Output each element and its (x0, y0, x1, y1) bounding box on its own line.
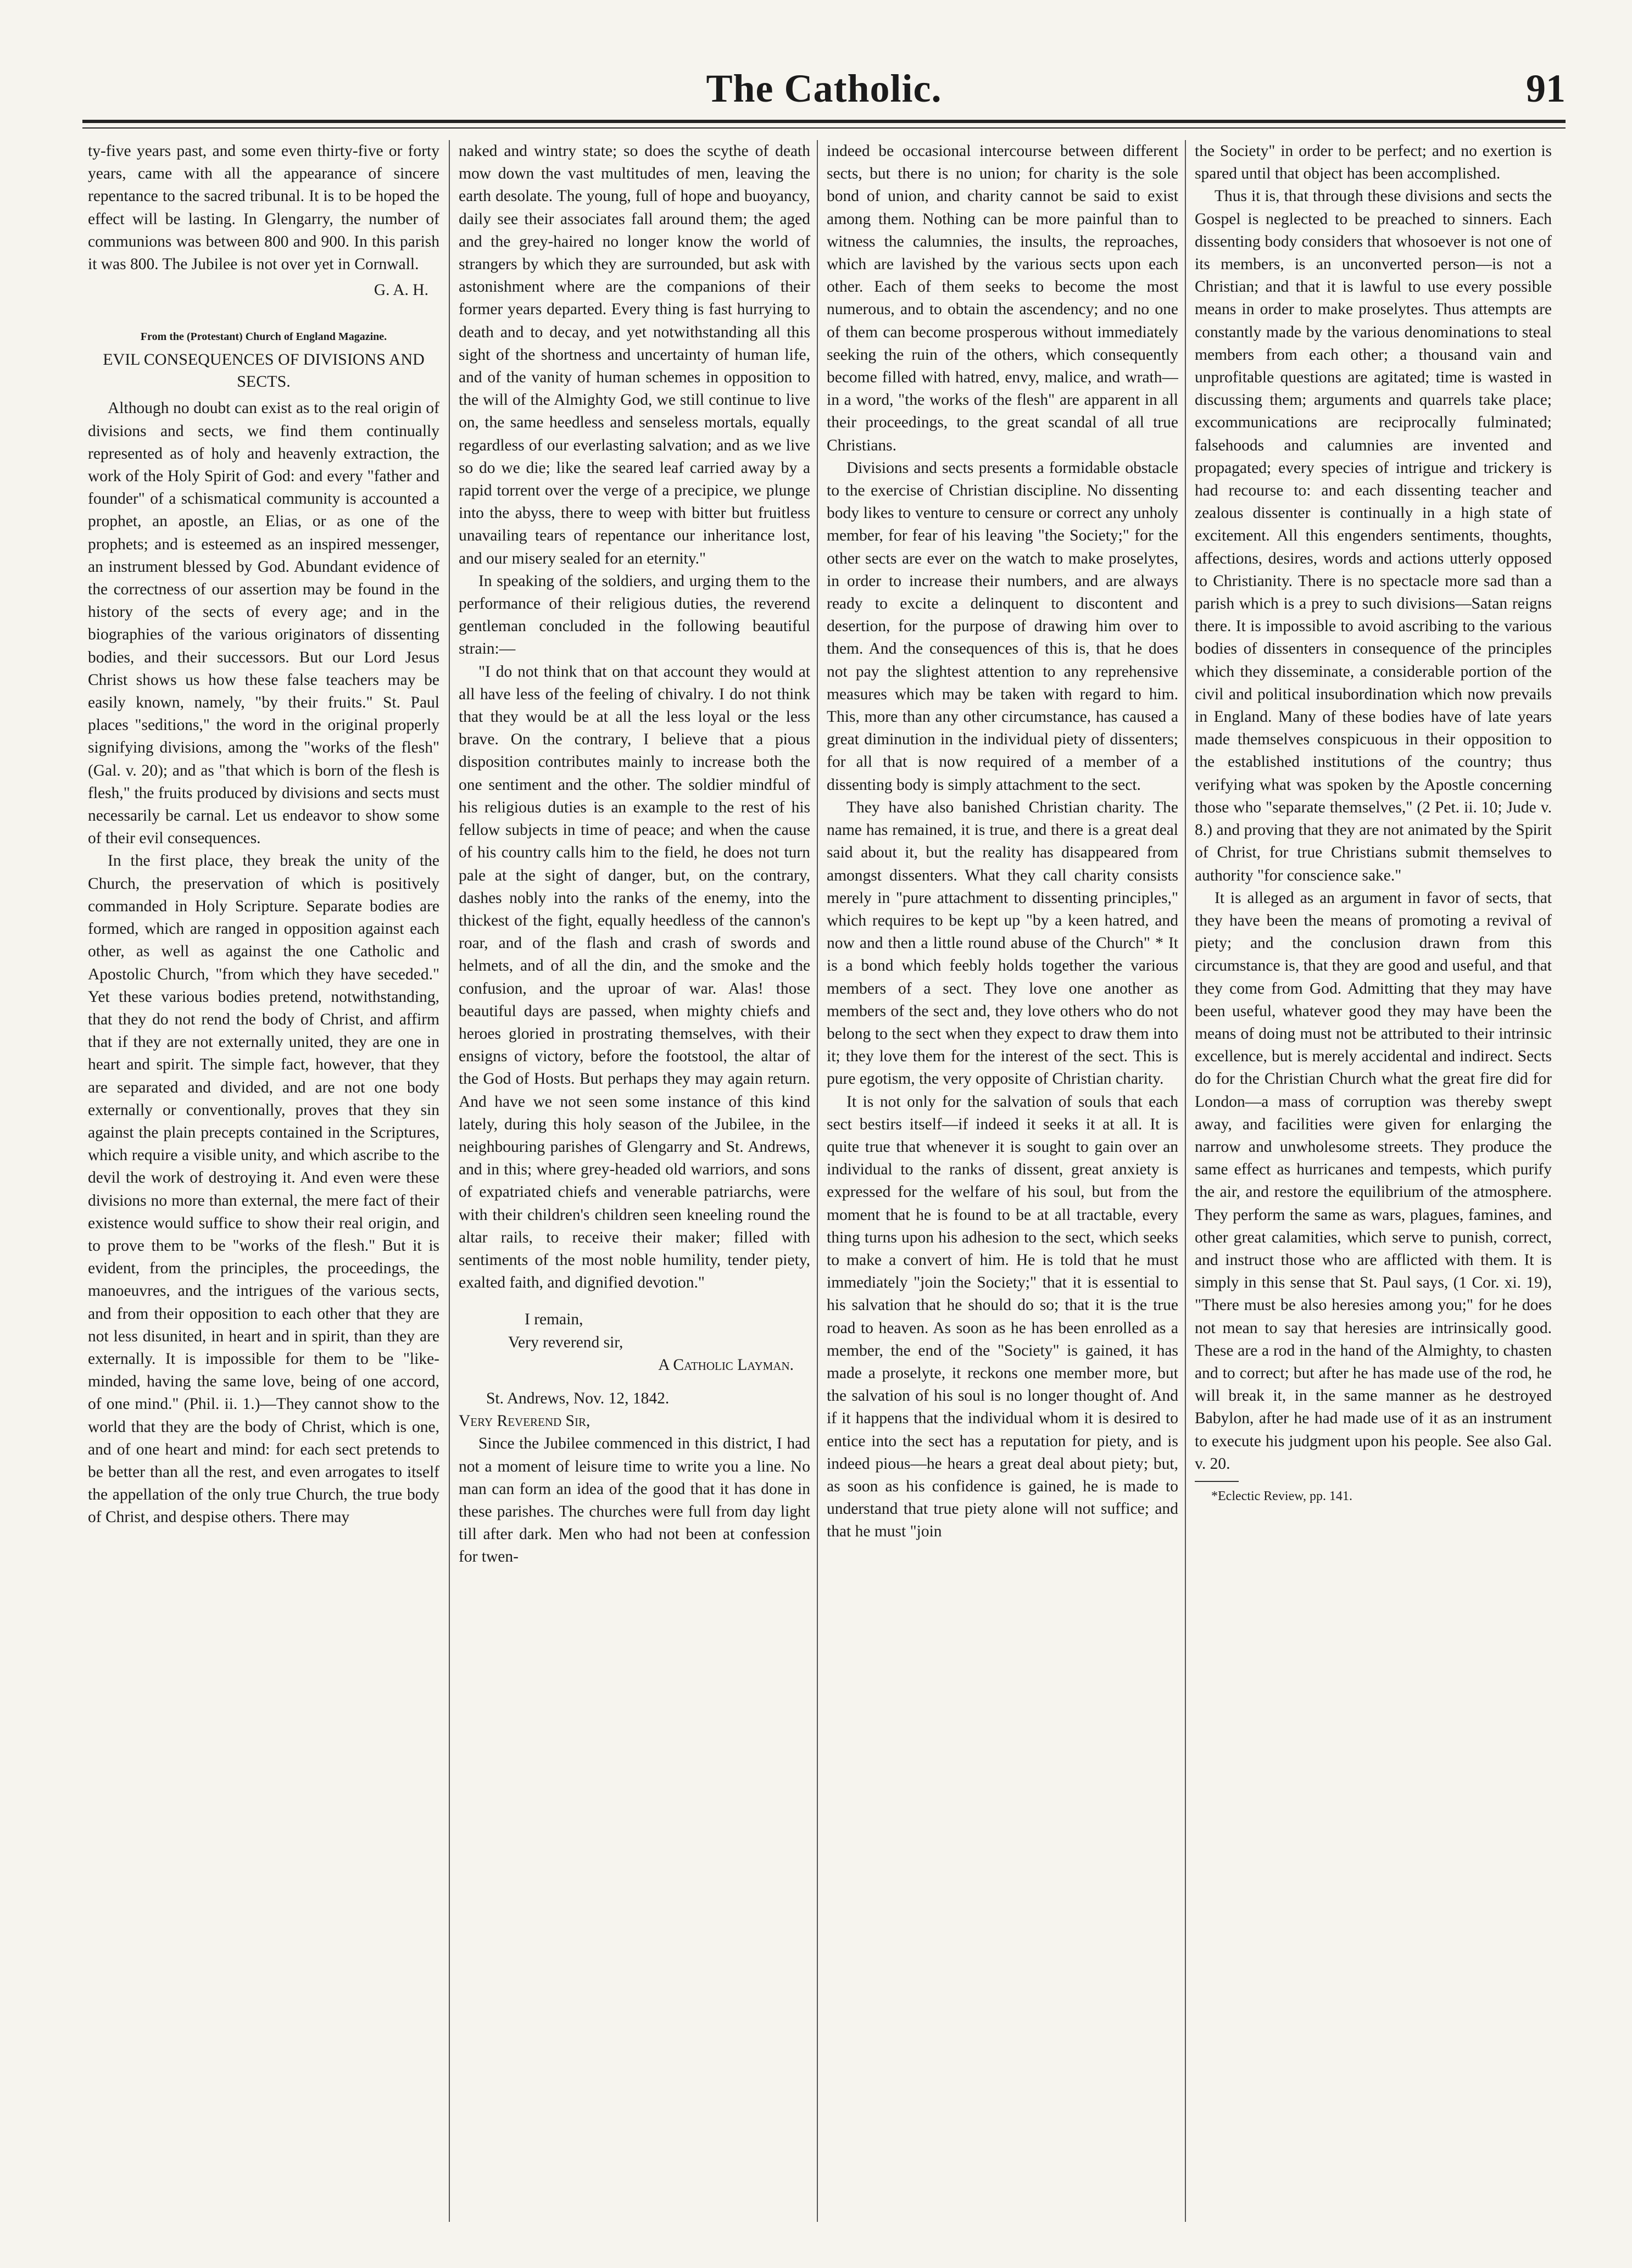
article-paragraph: naked and wintry state; so does the scythe of death mow down the vast multitudes of men, leaving the earth desolate. The young, full of hope and buoyancy, daily see their associates fall around them; the aged and the grey-haired no longer know the world of strangers by which they are surrounded, but ask with astonishment where are the companions of their former years departed. Every thing is fast hurrying to death and to decay, and yet notwithstanding all this sight of the shortness and uncertainty of human life, and of the vanity of human schemes in opposition to the will of the Almighty God, we still continue to live on, the same heedless and senseless mortals, equally regardless of our everlasting salvation; and as we live so do we die; like the seared leaf carried away by a rapid torrent over the verge of a precipice, we plunge into the abyss, there to weep with bitter but fruitless unavailing tears of repentance our inheritance lost, and our misery sealed for an eternity." (459, 142, 810, 567)
article-signature: G. A. H. (374, 281, 428, 299)
article-paragraph: Divisions and sects presents a formidable obstacle to the exercise of Christian discipline. No dissenting body likes to venture to censure or correct any unholy member, for fear of his leaving "the Society;" for the other sects are ever on the watch to make proselytes, in order to increase their numbers, and are always ready to excite a delinquent to discontent and desertion, for the purpose of drawing him over to them. And the consequences of this is, that he does not pay the slightest attention to any reprehensive measures which may be taken with regard to him. This, more than any other circumstance, has caused a great diminution in the individual piety of dissenters; for all that is now required of a member of a dissenting body is simply attachment to the sect. (827, 459, 1178, 794)
letter-signature: A Catholic Layman. (658, 1356, 794, 1374)
letter-salutation: Very Reverend Sir, (459, 1412, 591, 1430)
page-title: The Catholic. (706, 66, 942, 110)
letter-closing: Very reverend sir, (508, 1333, 623, 1351)
page-number: 91 (1526, 66, 1566, 110)
article-paragraph: It is not only for the salvation of souls that each sect bestirs itself—if indeed it seeks it at all. It is quite true that whenever it is sought to gain over an individual to the ranks of dissent, great anxiety is expressed for the welfare of his soul, but from the moment that he is found to be at all tractable, every thing turns upon his adhesion to the sect, which seeks to make a convert of him. He is told that he must immediately "join the Society;" that it is essential to his salvation that he should do so; that it is the true road to heaven. As soon as he has been enrolled as a member, the end of the "Society" is gained, it has made a proselyte, it reckons one member more, but the salvation of his soul is no longer thought of. And if it happens that the individual whom it is desired to entice into the sect has a reputation for piety, and is indeed pious—he hears a great deal about piety; but, as soon as his confidence is gained, he is made to understand that true piety alone will not suffice; and that he must "join (827, 1093, 1178, 1541)
article-paragraph: ty-five years past, and some even thirty-five or forty years, came with all the appearance of sincere repentance to the sacred tribunal. It is to be hoped the effect will be lasting. In Glengarry, the number of communions was between 800 and 900. In this parish it was 800. The Jubilee is not over yet in Cornwall. (88, 142, 439, 274)
header-rule-thick (82, 120, 1566, 123)
column-1 (88, 140, 439, 2233)
article-paragraph: It is alleged as an argument in favor of sects, that they have been the means of promoting a revival of piety; and the conclusion drawn from this circumstance is, that they are good and useful, and that they come from God. Admitting that they may have been useful, whatever good they may have been the means of doing must not be attributed to their intrinsic excellence, but is merely accidental and indirect. Sects do for the Christian Church what the great fire did for London—a mass of corruption was thereby swept away, and facilities were given for enlarging the narrow and unwholesome streets. They produce the same effect as hurricanes and tempests, which purify the air, and restore the equilibrium of the atmosphere. They perform the same as wars, plagues, famines, and other great calamities, which serve to punish, correct, and instruct those who are afflicted with them. It is simply in this sense that St. Paul says, (1 Cor. xi. 19), "There must be also heresies among you;" for he does not mean to say that heresies are intrinsically good. These are a rod in the hand of the Almighty, to chasten and to correct; but after he has made use of the rod, he will break it, in the same manner as he destroyed Babylon, after he had made use of it as an instrument to execute his judgment upon his people. See also Gal. v. 20. (1195, 889, 1552, 1473)
letter-date: St. Andrews, Nov. 12, 1842. (486, 1389, 670, 1407)
article-source-line: From the (Protestant) Church of England Magazine. (140, 331, 387, 343)
column-2 (459, 140, 810, 2233)
article-heading: EVIL CONSEQUENCES OF DIVISIONS AND SECTS. (103, 350, 425, 391)
column-divider (449, 140, 450, 2222)
article-paragraph: In the first place, they break the unity of the Church, the preservation of which is positively commanded in Holy Scripture. Separate bodies are formed, which are ranged in opposition against each other, as well as against the one Catholic and Apostolic Church, "from which they have seceded." Yet these various bodies pretend, notwithstanding, that they do not rend the body of Christ, and affirm that if they are not externally united, they are one in heart and spirit. The simple fact, however, that they are separated and divided, and are not one body externally or conventionally, proves that they sin against the plain precepts contained in the Scriptures, which require a visible unity, and which ascribe to the devil the work of destroying it. And even were these divisions no more than external, the mere fact of their existence would suffice to show their real origin, and to prove them to be "works of the flesh." But it is evident, from the principles, the proceedings, the manoeuvres, and the intrigues of the various sects, and from their opposition to each other that they are not less disunited, in heart and in spirit, than they are externally. It is impossible for them to be "like-minded, having the same love, being of one accord, of one mind." (Phil. ii. 1.)—They cannot show to the world that they are the body of Christ, which is one, and of one heart and mind: for each sect pretends to be better than all the rest, and even arrogates to itself the appellation of the only true Church, the true body of Christ, and despise others. There may (88, 852, 439, 1526)
letter-closing: I remain, (525, 1311, 583, 1329)
page-header (82, 66, 1566, 126)
article-paragraph: Thus it is, that through these divisions and sects the Gospel is neglected to be preached to sinners. Each dissenting body considers that whosoever is not one of its members, is an unconverted person—is not a Christian; and that it is lawful to use every possible means in order to make proselytes. Thus attempts are constantly made by the various denominations to steal members from each other; a thousand vain and unprofitable questions are agitated; time is wasted in discussing them; arguments and quarrels take place; excommunications are reciprocally fulminated; falsehoods and calumnies are invented and propagated; every species of intrigue and trickery is had recourse to: and each dissenting teacher and zealous dissenter is continually in a high state of excitement. All this engenders sentiments, thoughts, affections, desires, words and actions utterly opposed to Christianity. There is no spectacle more sad than a parish which is a prey to such divisions—Satan reigns there. It is impossible to avoid ascribing to the various bodies of dissenters in consequence of the principles which they disseminate, a considerable portion of the civil and political insubordination which now prevails in England. Many of these bodies have of late years made themselves conspicuous in their opposition to the established institutions of the country; thus verifying what was spoken by the Apostle concerning those who "separate themselves," (2 Pet. ii. 10; Jude v. 8.) and proving that they are not animated by the Spirit of Christ, for true Christians submit themselves to authority "for conscience sake." (1195, 187, 1552, 884)
article-paragraph: They have also banished Christian charity. The name has remained, it is true, and there is a great deal said about it, but the reality has disappeared from amongst dissenters. What they call charity consists merely in "pure attachment to dissenting principles," which requires to be kept up "by a keen hatred, and now and then a little round abuse of the Church" * It is a bond which feebly holds together the various members of a sect. They love one another as members of the sect and, they love others who do not belong to the sect when they expect to draw them into it; they love them for the interest of the sect. This is pure egotism, the very opposite of Christian charity. (827, 798, 1178, 1088)
article-paragraph: the Society" in order to be perfect; and no exertion is spared until that object has been accomplished. (1195, 142, 1552, 183)
footnote-rule (1195, 1481, 1239, 1482)
column-4 (1195, 140, 1552, 2233)
article-paragraph: Since the Jubilee commenced in this district, I had not a moment of leisure time to write you a line. No man can form an idea of the good that it has done in these parishes. The churches were full from day light till after dark. Men who had not been at confession for twen- (459, 1435, 810, 1566)
column-divider (1185, 140, 1186, 2222)
footnote: *Eclectic Review, pp. 141. (1211, 1489, 1353, 1503)
article-paragraph: "I do not think that on that account they would at all have less of the feeling of chivalry. I do not think that they would be at all the less loyal or the less brave. On the contrary, I believe that a pious disposition contributes mainly to increase both the one sentiment and the other. The soldier mindful of his religious duties is an example to the rest of his fellow subjects in time of peace; and when the cause of his country calls him to the field, he does not turn pale at the sight of danger, but, on the contrary, dashes nobly into the ranks of the enemy, into the thickest of the fight, equally heedless of the cannon's roar, and of the flash and crash of swords and helmets, and of all the din, and the smoke and the confusion, and the uproar of war. Alas! those beautiful days are passed, when mighty chiefs and heroes gloried in prostrating themselves, with their ensigns of victory, before the footstool, the altar of the God of Hosts. But perhaps they may again return. And have we not seen some instance of this kind lately, during this holy season of the Jubilee, in the neighbouring parishes of Glengarry and St. Andrews, and in this; where grey-headed old warriors, and sons of expatriated chiefs and venerable patriarchs, were with their children's children seen kneeling round the altar rails, to receive their maker; filled with sentiments of the most noble humility, tender piety, exalted faith, and dignified devotion." (459, 662, 810, 1292)
article-paragraph: In speaking of the soldiers, and urging them to the performance of their religious duties, the reverend gentleman concluded in the following beautiful strain:— (459, 572, 810, 658)
header-rule-thin (82, 127, 1566, 129)
article-paragraph: indeed be occasional intercourse between different sects, but there is no union; for charity is the sole bond of union, and charity cannot be said to exist among them. Nothing can be more painful than to witness the calumnies, the insults, the reproaches, which are lavished by the various sects upon each other. Each of them seeks to become the most numerous, and to obtain the ascendency; and no one of them can become prosperous without immediately seeking the ruin of the others, which consequently become filled with hatred, envy, malice, and wrath—in a word, "the works of the flesh" are apparent in all their proceedings, to the great scandal of all true Christians. (827, 142, 1178, 454)
article-paragraph: Although no doubt can exist as to the real origin of divisions and sects, we find them continually represented as of holy and heavenly extraction, the work of the Holy Spirit of God: and every "father and founder" of a schismatical community is accounted a prophet, an apostle, an Elias, or as one of the prophets; and is esteemed as an inspired messenger, an instrument blessed by God. Abundant evidence of the correctness of our assertion may be found in the history of the sects of every age; and in the biographies of the various originators of dissenting bodies, and their successors. But our Lord Jesus Christ shows us how these false teachers may be easily known, namely, "by their fruits." St. Paul places "seditions," the word in the original properly signifying divisions, among the "works of the flesh" (Gal. v. 20); and as "that which is born of the flesh is flesh," the fruits produced by divisions and sects must necessarily be carnal. Let us endeavor to show some of their evil consequences. (88, 399, 439, 848)
column-divider (817, 140, 818, 2222)
column-3 (827, 140, 1178, 2233)
